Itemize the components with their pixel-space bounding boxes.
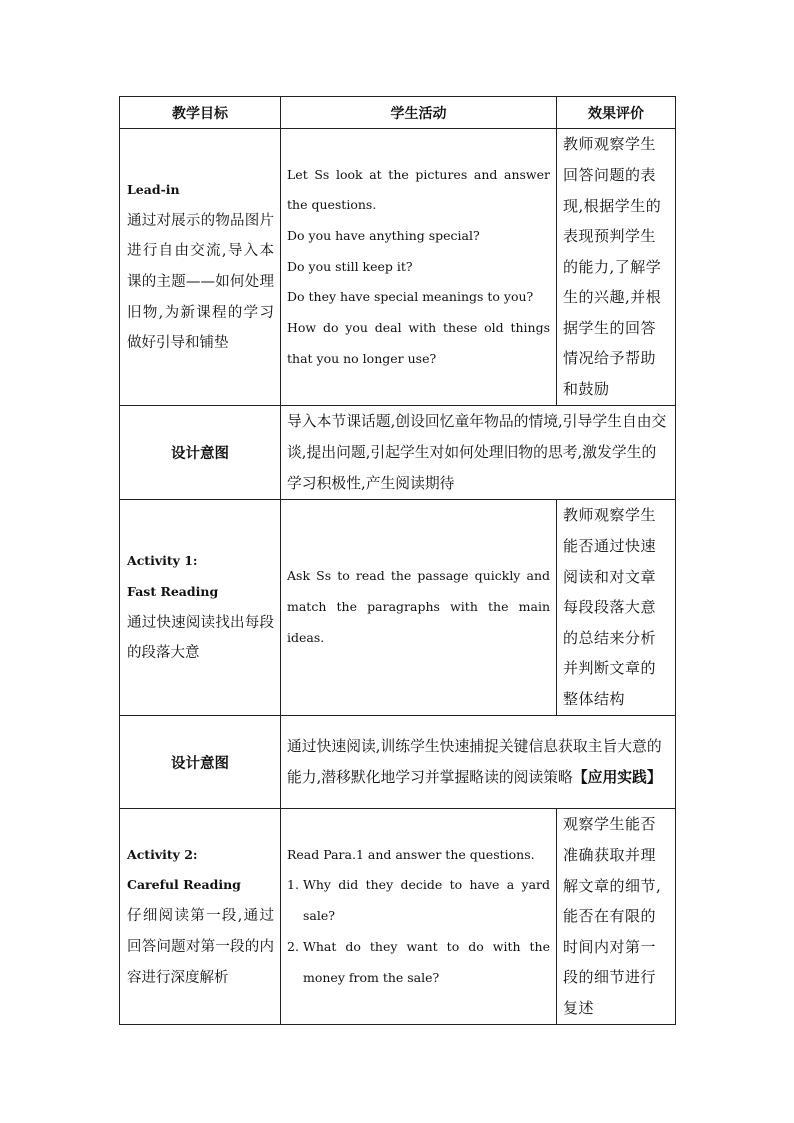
lead-in-evaluation: 教师观察学生回答问题的表现,根据学生的表现预判学生的能力,了解学生的兴趣,并根据学生的回答情况给予帮助和鼓励	[557, 129, 676, 406]
intent-label-1: 设计意图	[120, 406, 281, 500]
activity-2-intro: Read Para.1 and answer the questions.	[287, 846, 535, 862]
activity-2-activity-cell	[281, 809, 557, 1025]
activity-1-activity: Ask Ss to read the passage quickly and match the paragraphs with the main ideas.	[281, 500, 557, 716]
activity-1-goal-cell	[120, 500, 281, 716]
intent-text-1: 导入本节课话题,创设回忆童年物品的情境,引导学生自由交谈,提出问题,引起学生对如何处理旧物的思考,激发学生的学习积极性,产生阅读期待	[281, 406, 676, 500]
lead-in-goal-cell	[120, 129, 281, 406]
intent-label-2: 设计意图	[120, 716, 281, 809]
header-activity: 学生活动	[281, 97, 557, 129]
activity-2-subtitle: Careful Reading	[127, 877, 241, 893]
lead-in-activity-cell	[281, 129, 557, 406]
lead-in-title: Lead-in	[127, 181, 180, 197]
header-evaluation: 效果评价	[557, 97, 676, 129]
activity-2-goal: 仔细阅读第一段,通过回答问题对第一段的内容进行深度解析	[127, 908, 274, 986]
intent-tag-2: 【应用实践】	[572, 769, 662, 786]
activity-2-evaluation: 观察学生能否准确获取并理解文章的细节,能否在有限的时间内对第一段的细节进行复述	[557, 809, 676, 1025]
intent-text-2-cell	[281, 716, 676, 809]
question-number-1: 1.	[287, 877, 299, 893]
lead-in-activity-4: Do they have special meanings to you?	[287, 289, 534, 305]
activity-2-title: Activity 2:	[127, 846, 198, 862]
intent-text-2: 通过快速阅读,训练学生快速捕捉关键信息获取主旨大意的能力,潜移默化地学习并掌握略读的阅读策略	[287, 738, 662, 786]
lead-in-activity-3: Do you still keep it?	[287, 258, 413, 274]
intent-row-1	[120, 406, 676, 500]
question-text-1: Why did they decide to have a yard sale?	[303, 877, 550, 924]
lesson-plan-table	[119, 96, 676, 1025]
activity-1-goal: 通过快速阅读找出每段的段落大意	[127, 614, 274, 662]
activity-2-row	[120, 809, 676, 1025]
activity-1-evaluation: 教师观察学生能否通过快速阅读和对文章每段段落大意的总结来分析并判断文章的整体结构	[557, 500, 676, 716]
question-number-2: 2.	[287, 938, 299, 954]
intent-row-2	[120, 716, 676, 809]
header-goal: 教学目标	[120, 97, 281, 129]
lead-in-row	[120, 129, 676, 406]
header-row	[120, 97, 676, 129]
activity-2-goal-cell	[120, 809, 281, 1025]
question-text-2: What do they want to do with the money from the sale?	[303, 938, 550, 985]
lead-in-activity-5: How do you deal with these old things that you no longer use?	[287, 320, 550, 366]
question-item-1	[287, 870, 550, 931]
lead-in-goal: 通过对展示的物品图片进行自由交流,导入本课的主题——如何处理旧物,为新课程的学习做好引导和铺垫	[127, 212, 274, 352]
question-item-2	[287, 932, 550, 993]
lead-in-activity-1: Let Ss look at the pictures and answer the questions.	[287, 166, 550, 213]
lead-in-activity-2: Do you have anything special?	[287, 227, 480, 243]
activity-1-subtitle: Fast Reading	[127, 583, 219, 599]
activity-1-row	[120, 500, 676, 716]
activity-1-title: Activity 1:	[127, 553, 198, 569]
